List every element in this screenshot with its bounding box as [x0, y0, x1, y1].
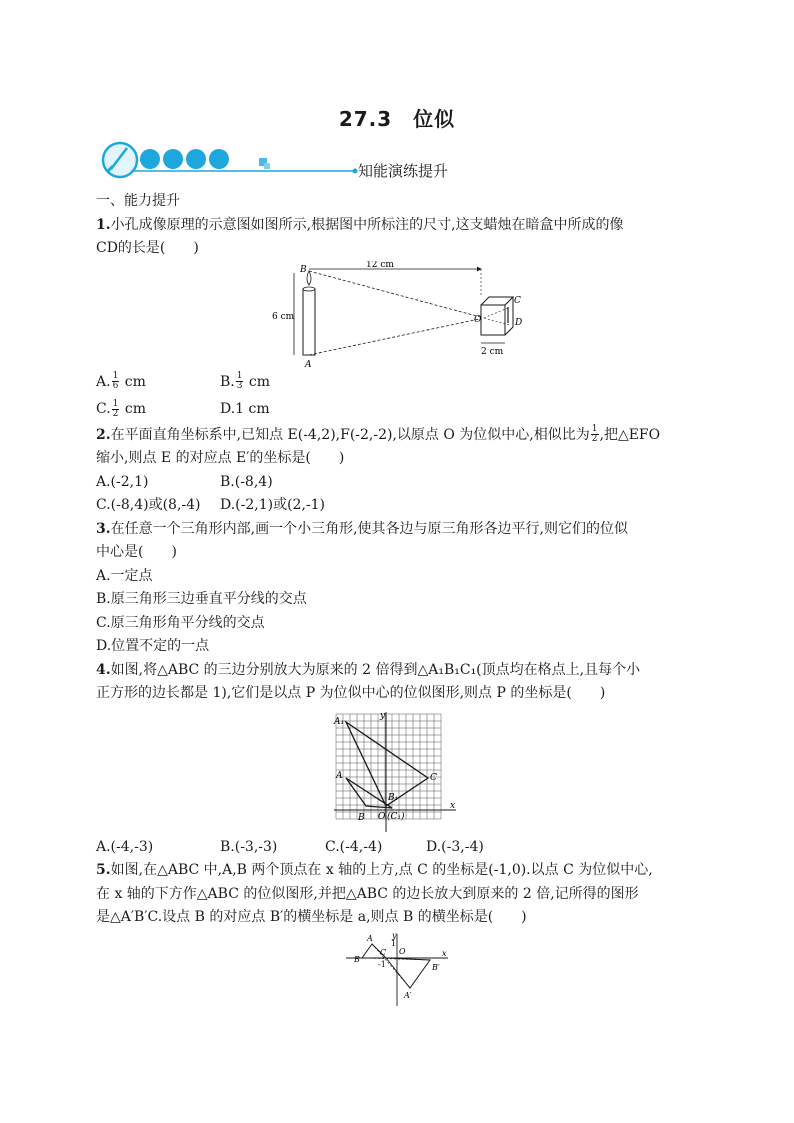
q1-label-B: B [300, 264, 307, 275]
q4-label-C: C [430, 772, 437, 783]
q2-line2: 缩小,则点 E 的对应点 E′的坐标是( ) [96, 450, 345, 466]
q5-line3: 是△A′B′C.设点 B 的对应点 B′的横坐标是 a,则点 B 的横坐标是( ) [96, 909, 527, 925]
q5-label-x: x [442, 948, 447, 958]
q2-option-a[interactable]: A.(-2,1) [96, 473, 149, 490]
q1-option-d[interactable]: D.1 cm [220, 401, 270, 417]
q4-label-A: A [336, 770, 343, 781]
q1-label-O: O [474, 314, 482, 325]
q5-label-A2: A′ [404, 990, 412, 1000]
q5-label-C: C [380, 947, 387, 957]
section-banner [93, 136, 513, 186]
q4-option-d[interactable]: D.(-3,-4) [426, 838, 484, 855]
q4-line1: 4.如图,将△ABC 的三边分别放大为原来的 2 倍得到△A₁B₁C₁(顶点均在格点上,且每个小 [96, 661, 641, 678]
q1-label-left: 6 cm [272, 311, 295, 322]
q1-line2: CD的长是( ) [96, 240, 199, 256]
q5-coordinate-figure [96, 930, 701, 1010]
q5-label-B2: B′ [432, 962, 440, 972]
q1-pinhole-figure [96, 261, 701, 371]
q2-option-b[interactable]: B.(-8,4) [220, 473, 273, 490]
q1-options-row2 [96, 398, 701, 422]
q3-option-b[interactable]: B.原三角形三边垂直平分线的交点 [96, 591, 307, 607]
q4-label-A1: A₁ [334, 716, 345, 727]
q5-line1: 5.如图,在△ABC 中,A,B 两个顶点在 x 轴的上方,点 C 的坐标是(-1,0).以点 C 为位似中心, [96, 862, 653, 878]
q5-label-neg1: -1 [378, 959, 386, 969]
q4-option-a[interactable]: A.(-4,-3) [96, 838, 154, 855]
q1-options-row1 [96, 371, 701, 395]
q1-label-C: C [514, 295, 521, 306]
q1-number: 1. [96, 216, 111, 233]
banner-dot-3 [186, 149, 206, 169]
q1-label-A: A [305, 359, 312, 370]
dark-box-shape [481, 305, 505, 335]
exercise-content [96, 190, 701, 1010]
q5-label-B: B [354, 954, 360, 964]
q2-options-row1 [96, 471, 701, 495]
q4-grid-lines [336, 714, 441, 819]
q4-option-b[interactable]: B.(-3,-3) [220, 838, 278, 855]
q3-line2: 中心是( ) [96, 544, 177, 560]
q5-line2: 在 x 轴的下方作△ABC 的位似图形,并把△ABC 的边长放大到原来的 2 倍,记所得的图形 [96, 885, 639, 902]
q2-line1: 2.在平面直角坐标系中,已知点 E(-4,2),F(-2,-2),以原点 O 为位似中心,相似比为 $\frac{1}{2}$ ,把△EFO [96, 424, 661, 444]
q1-label-bottom: 2 cm [481, 346, 504, 357]
q1-option-c[interactable]: C. $\frac{1}{2}$ cm [96, 398, 146, 419]
banner-dot-4 [209, 149, 229, 169]
q3-option-a[interactable]: A.一定点 [96, 567, 153, 584]
q4-label-x: x [450, 800, 456, 811]
banner-dot-2 [163, 149, 183, 169]
q4-label-B: B [358, 812, 365, 823]
section-heading: 一、能力提升 [96, 193, 180, 209]
q5-label-y: y [392, 930, 397, 940]
q5-label-O: O [399, 946, 406, 956]
q2-option-d[interactable]: D.(-2,1)或(2,-1) [220, 497, 326, 513]
q4-label-B1: B₁ [388, 792, 399, 803]
page-title: 27.3 位似 [338, 107, 456, 131]
q4-options-row [96, 836, 701, 860]
q4-label-y: y [380, 710, 386, 721]
q1-label-top: 12 cm [366, 260, 394, 270]
q2-options-row2 [96, 494, 701, 518]
q1-line1: 1.小孔成像原理的示意图如图所示,根据图中所标注的尺寸,这支蜡烛在暗盒中所成的像 [96, 216, 624, 233]
q5-label-A: A [367, 933, 373, 943]
q3-option-c[interactable]: C.原三角形角平分线的交点 [96, 614, 265, 631]
q4-line2: 正方形的边长都是 1),它们是以点 P 为位似中心的位似图形,则点 P 的坐标是( ) [96, 685, 606, 701]
candle-flame-icon [307, 271, 311, 285]
q2-option-c[interactable]: C.(-8,4)或(8,-4) [96, 497, 201, 513]
q5-triangle-image [386, 958, 430, 988]
q1-option-a[interactable]: A. $\frac{1}{6}$ cm [96, 371, 146, 391]
q1-option-b[interactable]: B. $\frac{1}{3}$ cm [220, 371, 271, 391]
q4-label-O: O [378, 811, 386, 822]
banner-dot-1 [140, 149, 160, 169]
q3-line1: 3.在任意一个三角形内部,画一个小三角形,使其各边与原三角形各边平行,则它们的位似 [96, 520, 628, 537]
q5-label-one: 1 [391, 938, 397, 948]
candle-shape [303, 289, 315, 355]
q4-grid-figure [96, 706, 701, 836]
q3-option-d[interactable]: D.位置不定的一点 [96, 638, 210, 654]
q4-label-C1: (C₁) [387, 811, 405, 822]
q4-triangle-large [346, 722, 428, 806]
q4-option-c[interactable]: C.(-4,-4) [325, 838, 383, 855]
banner-title: 知能演练提升 [358, 162, 449, 180]
q1-label-D: D [515, 317, 523, 328]
